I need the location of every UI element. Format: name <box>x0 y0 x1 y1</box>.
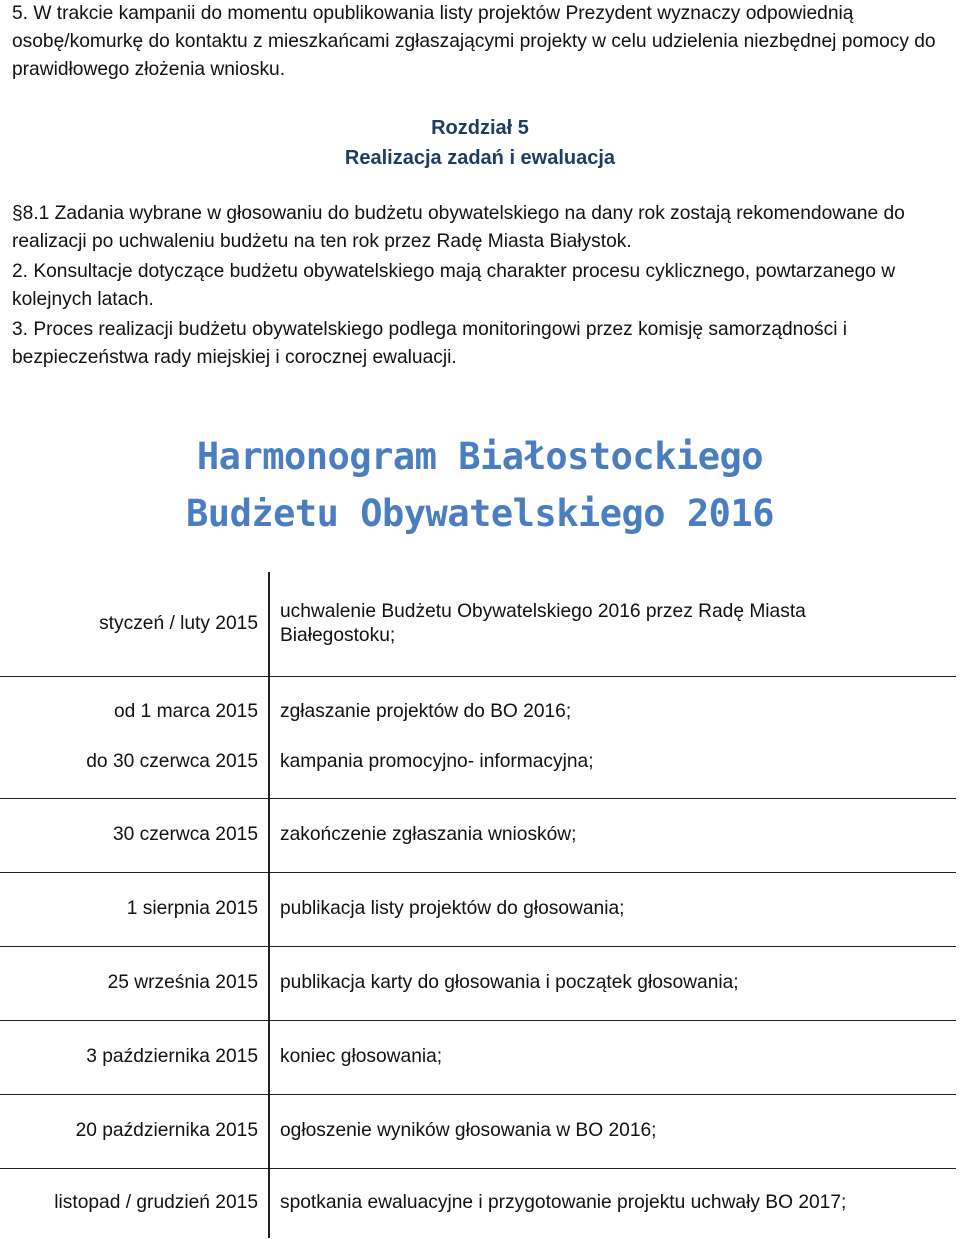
schedule-row <box>0 676 956 798</box>
paragraph-8-1: §8.1 Zadania wybrane w głosowaniu do budżetu obywatelskiego na dany rok zostają rekomendowane do realizacji po uchwaleniu budżetu na ten rok przez Radę Miasta Białystok. <box>12 203 905 252</box>
schedule-row <box>0 872 956 946</box>
schedule-date-pair <box>0 676 269 798</box>
schedule-description: ogłoszenie wyników głosowania w BO 2016; <box>280 1120 657 1141</box>
schedule-title-line-1: Harmonogram Białostockiego <box>196 435 764 478</box>
schedule-date: do 30 czerwca 2015 <box>86 751 258 772</box>
schedule-row <box>0 1094 956 1168</box>
schedule-date: listopad / grudzień 2015 <box>0 1168 269 1238</box>
schedule-description: koniec głosowania; <box>280 1046 443 1067</box>
schedule-row <box>0 572 956 676</box>
paragraph-8-2: 2. Konsultacje dotyczące budżetu obywatelskiego mają charakter procesu cyklicznego, powtarzanego w kolejnych latach. <box>12 261 896 310</box>
schedule-row <box>0 798 956 872</box>
schedule-description: publikacja listy projektów do głosowania; <box>280 898 625 919</box>
chapter-title: Realizacja zadań i ewaluacja <box>344 147 616 169</box>
chapter-number: Rozdział 5 <box>431 117 529 139</box>
schedule-description: zakończenie zgłaszania wniosków; <box>280 824 577 845</box>
schedule-date: 3 października 2015 <box>0 1020 269 1094</box>
schedule-description: publikacja karty do głosowania i początek głosowania; <box>280 972 739 993</box>
paragraph-point-5: 5. W trakcie kampanii do momentu opublikowania listy projektów Prezydent wyznaczy odpowiednią osobę/komurkę do kontaktu z mieszkańcami zgłaszającymi projekty w celu udzielenia niezbędnej pomocy do prawidłowego złożenia wniosku. <box>12 3 936 80</box>
schedule-date: 20 października 2015 <box>0 1094 269 1168</box>
schedule-description: uchwalenie Budżetu Obywatelskiego 2016 przez Radę Miasta Białegostoku; <box>280 600 806 646</box>
schedule-title-line-2: Budżetu Obywatelskiego 2016 <box>186 492 774 535</box>
schedule-date: 30 czerwca 2015 <box>0 798 269 872</box>
schedule-description: zgłaszanie projektów do BO 2016; <box>280 701 572 722</box>
schedule-row <box>0 1020 956 1094</box>
schedule-description: kampania promocyjno- informacyjna; <box>280 751 594 772</box>
paragraph-8-3: 3. Proces realizacji budżetu obywatelskiego podlega monitoringowi przez komisję samorządności i bezpieczeństwa rady miejskiej i corocznej ewaluacji. <box>12 319 848 368</box>
schedule-table <box>0 572 956 1238</box>
schedule-date: styczeń / luty 2015 <box>0 572 269 676</box>
schedule-date: 1 sierpnia 2015 <box>0 872 269 946</box>
schedule-date: od 1 marca 2015 <box>114 701 258 722</box>
schedule-row <box>0 1168 956 1238</box>
schedule-date: 25 września 2015 <box>0 946 269 1020</box>
schedule-description-pair <box>269 676 956 798</box>
schedule-description: spotkania ewaluacyjne i przygotowanie projektu uchwały BO 2017; <box>280 1192 847 1214</box>
schedule-row <box>0 946 956 1020</box>
